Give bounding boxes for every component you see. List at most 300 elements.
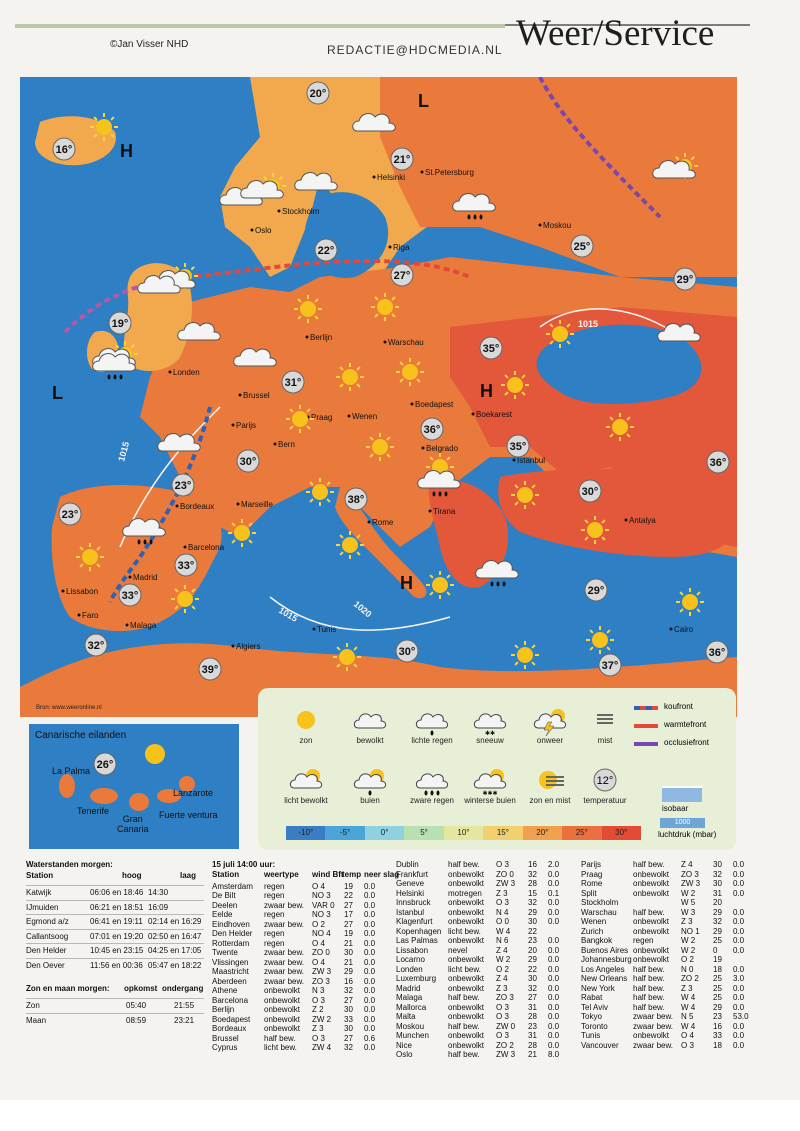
city-dot (62, 590, 65, 593)
table-cell: onbewolkt (448, 917, 485, 926)
city-label[interactable]: Bordeaux (180, 502, 215, 511)
table-row (212, 891, 387, 901)
table-cell: 0.0 (364, 1014, 376, 1024)
table-cell: IJmuiden (26, 902, 59, 912)
city-label[interactable]: Belgrado (426, 444, 459, 453)
table-cell: O 2 (496, 964, 509, 974)
map-legend (258, 688, 736, 850)
table-cell: Z 3 (681, 983, 693, 993)
temperature-value[interactable]: 30° (398, 646, 416, 658)
weather-table-2 (396, 860, 571, 1060)
table-row (581, 984, 756, 994)
table-cell: 0.0 (733, 983, 745, 993)
table-cell: 0.0 (548, 945, 560, 955)
table-cell: 30 (528, 917, 537, 926)
label-fuerteventura: Fuerte ventura (159, 810, 218, 820)
table-cell: Malta (396, 1012, 416, 1021)
weather-map-svg (20, 77, 737, 717)
tides-header (26, 871, 204, 885)
city-label[interactable]: Oslo (255, 226, 272, 235)
city-dot (184, 546, 187, 549)
table-cell: 8.0 (548, 1050, 560, 1059)
table-cell: 0.0 (364, 948, 376, 957)
table-cell: 25 (713, 936, 722, 945)
table-cell: 31 (528, 1031, 537, 1040)
weather-title (212, 860, 387, 870)
table-cell: 53.0 (733, 1012, 749, 1021)
table-cell: Twente (212, 948, 238, 957)
table-cell: 33 (344, 1014, 353, 1024)
table-cell: Bangkok (581, 936, 613, 945)
city-label[interactable]: Faro (82, 611, 99, 620)
table-cell: 25 (713, 974, 722, 983)
table-cell: 0.0 (548, 1031, 560, 1040)
heavyrain-icon (412, 764, 452, 796)
city-label[interactable]: Rome (372, 518, 394, 527)
table-row (396, 946, 571, 956)
temperature-value[interactable]: 35° (509, 441, 527, 453)
pressure-sample: 1000 (660, 818, 705, 828)
scale-step: 10° (444, 826, 483, 840)
legend-item (570, 704, 640, 745)
city-label[interactable]: Boekarest (476, 410, 513, 419)
table-cell: zwaar bew. (264, 919, 305, 929)
city-dot (513, 459, 516, 462)
table-cell: O 4 (681, 1031, 694, 1040)
table-cell: Eindhoven (212, 919, 250, 929)
table-cell: onbewolkt (633, 945, 670, 955)
table-cell: regen (264, 891, 285, 900)
city-label[interactable]: Istanbul (517, 456, 546, 465)
table-cell: 30 (713, 860, 722, 869)
table-cell: NO 4 (312, 929, 331, 938)
table-cell: 30 (344, 948, 353, 957)
table-row (212, 1015, 387, 1025)
table-cell: 0.0 (733, 869, 745, 879)
table-cell: Vancouver (581, 1040, 619, 1050)
header-hoog: hoog (122, 871, 142, 880)
table-row (581, 889, 756, 899)
header-weertype: weertype (264, 869, 299, 879)
table-cell: 0.0 (548, 936, 560, 945)
table-row (581, 908, 756, 918)
table-cell: 21:55 (174, 1001, 195, 1010)
table-cell: Brussel (212, 1033, 239, 1043)
legend-label: onweer (536, 736, 564, 745)
header-wind: wind Bft (312, 869, 344, 879)
table-row (396, 908, 571, 918)
city-label[interactable]: Brussel (243, 391, 270, 400)
table-cell: W 2 (681, 888, 696, 898)
table-cell: Wenen (581, 917, 607, 926)
table-cell: licht bew. (448, 964, 481, 974)
scale-step: 30° (602, 826, 641, 840)
temperature-value[interactable]: 29° (676, 274, 694, 286)
table-cell: 05:40 (126, 1001, 147, 1010)
table-cell: 0.0 (548, 1002, 560, 1012)
table-cell: 10:45 en 23:15 (90, 946, 144, 955)
table-row (396, 1031, 571, 1041)
city-label[interactable]: Stockholm (282, 207, 320, 216)
city-dot (274, 443, 277, 446)
table-cell: 29 (344, 967, 353, 976)
table-cell: 19 (713, 955, 722, 964)
table-cell: half bew. (448, 993, 480, 1002)
table-cell: 25 (713, 983, 722, 993)
city-dot (472, 413, 475, 416)
weather-map[interactable] (20, 77, 737, 717)
table-cell: Split (581, 888, 597, 898)
city-label[interactable]: Antalya (629, 516, 656, 525)
storm-icon (530, 704, 570, 736)
city-label[interactable]: Helsinki (377, 173, 406, 182)
temperature-value[interactable]: 20° (309, 88, 327, 100)
table-cell: De Bilt (212, 891, 236, 900)
table-cell: 20 (528, 945, 537, 955)
table-cell: ZW 3 (681, 879, 701, 888)
legend-label: lichte regen (411, 736, 453, 745)
city-label[interactable]: Malaga (130, 621, 157, 630)
table-row (396, 1050, 571, 1060)
city-label[interactable]: Tunis (317, 625, 337, 634)
table-cell: 0.0 (364, 1024, 376, 1033)
city-dot (670, 628, 673, 631)
temperature-value[interactable]: 16° (55, 144, 73, 156)
editor-email[interactable]: REDACTIE@HDCMEDIA.NL (327, 43, 503, 57)
legend-label: temperatuur (583, 796, 627, 805)
temperature-value[interactable]: 31° (284, 377, 302, 389)
table-cell: half bew. (633, 993, 665, 1002)
table-cell: N 5 (681, 1012, 694, 1021)
table-cell: 0.0 (548, 983, 560, 993)
city-label[interactable]: Parijs (236, 421, 257, 430)
table-cell: onbewolkt (633, 1031, 670, 1040)
table-cell: onbewolkt (448, 1002, 485, 1012)
header-ondergang: ondergang (162, 984, 204, 993)
table-cell: O 3 (496, 898, 509, 907)
table-cell: 21 (344, 957, 353, 967)
city-label[interactable]: Wenen (352, 412, 378, 421)
temperature-value[interactable]: 19° (111, 318, 129, 330)
table-row (396, 879, 571, 889)
header-neerslag: neer slag (364, 869, 400, 879)
table-cell: 0.0 (364, 891, 376, 900)
temperature-value[interactable]: 25° (573, 241, 591, 253)
table-row (26, 943, 204, 958)
table-cell: Madrid (396, 983, 421, 993)
table-cell: regen (264, 938, 285, 948)
legend-item (271, 764, 341, 805)
table-row (581, 860, 756, 870)
table-cell: 0.0 (733, 1040, 745, 1050)
temperature-value[interactable]: 23° (61, 509, 79, 521)
city-label[interactable]: Riga (393, 243, 410, 252)
city-dot (169, 371, 172, 374)
temperature-value[interactable]: 36° (708, 647, 726, 659)
island-la-palma (59, 774, 75, 798)
city-label[interactable]: Warschau (388, 338, 424, 347)
temperature-value[interactable]: 23° (174, 480, 192, 492)
table-row (212, 986, 387, 996)
table-cell: Z 3 (681, 917, 693, 926)
table-cell: onbewolkt (448, 879, 485, 888)
table-row (396, 965, 571, 975)
table-cell: ZO 3 (681, 869, 699, 879)
table-cell: 22 (344, 891, 353, 900)
table-cell: 05:47 en 18:22 (148, 960, 202, 970)
table-cell: 0.0 (364, 919, 376, 929)
table-cell: nevel (448, 945, 468, 955)
table-row (581, 1003, 756, 1013)
table-cell: 21 (344, 938, 353, 948)
temperature-value[interactable]: 29° (587, 585, 605, 597)
front-label: warmtefront (664, 720, 707, 729)
temperature-value[interactable]: 33° (177, 560, 195, 572)
temperature-value[interactable]: 22° (317, 245, 335, 257)
table-cell: 0.0 (733, 945, 745, 955)
table-cell: onbewolkt (448, 1040, 485, 1050)
table-cell: NO 1 (681, 926, 700, 936)
weather-header (212, 869, 400, 882)
scale-step: -10° (286, 826, 325, 840)
table-cell: 0.6 (364, 1033, 376, 1043)
table-cell: ZW 4 (312, 1043, 332, 1052)
table-row (212, 929, 387, 939)
city-label[interactable]: Cairo (674, 625, 694, 634)
table-row (26, 958, 204, 973)
table-cell: Den Helder (26, 946, 67, 955)
table-cell: 07:01 en 19:20 (90, 931, 144, 941)
legend-label: zware regen (409, 796, 455, 805)
city-dot (126, 624, 129, 627)
table-cell: 14:30 (148, 888, 169, 897)
table-cell: half bew. (633, 1002, 665, 1012)
table-cell: 16 (713, 1021, 722, 1031)
table-row (396, 1022, 571, 1032)
table-row (581, 955, 756, 965)
city-label[interactable]: Bern (278, 440, 295, 449)
city-label[interactable]: Lissabon (66, 587, 99, 596)
city-label[interactable]: Praag (311, 413, 333, 422)
table-cell: 0.0 (364, 900, 376, 910)
table-row (212, 939, 387, 949)
photo-credit: ©Jan Visser NHD (110, 39, 189, 50)
table-cell: onbewolkt (633, 888, 670, 898)
table-cell: N 0 (681, 964, 694, 974)
table-cell: Tunis (581, 1031, 601, 1040)
table-cell: onbewolkt (448, 869, 485, 879)
table-cell: 32 (344, 986, 353, 995)
temperature-value[interactable]: 30° (239, 456, 257, 468)
label-lanzarote: Lanzarote (173, 788, 214, 798)
city-dot (348, 415, 351, 418)
table-cell: 15 (528, 888, 537, 898)
front-swatch (634, 724, 658, 728)
table-row (581, 1041, 756, 1051)
table-cell: 0.0 (733, 1002, 745, 1012)
city-dot (422, 447, 425, 450)
table-cell: Egmond a/z (26, 917, 69, 926)
island-tenerife (90, 788, 118, 804)
table-cell: O 4 (312, 938, 325, 948)
table-cell: half bew. (633, 983, 665, 993)
city-label[interactable]: Algiers (236, 642, 261, 651)
table-cell: onbewolkt (448, 907, 485, 917)
table-cell: Johannesburg (581, 955, 632, 964)
table-cell: 0.0 (733, 964, 745, 974)
label-tenerife: Tenerife (77, 806, 110, 816)
table-cell: O 3 (681, 1040, 694, 1050)
low-pressure-label: L (52, 383, 63, 403)
city-label[interactable]: Berlijn (310, 333, 333, 342)
city-label[interactable]: Barcelona (188, 543, 225, 552)
table-row (396, 1003, 571, 1013)
table-cell: 0.0 (548, 964, 560, 974)
table-cell: 18 (713, 1040, 722, 1050)
temperature-value[interactable]: 32° (87, 640, 105, 652)
legend-label: bewolkt (356, 736, 384, 745)
table-cell: 06:21 en 18:51 (90, 902, 144, 912)
table-cell: 32 (344, 1043, 353, 1052)
temperature-value[interactable]: 30° (581, 486, 599, 498)
table-cell: 16 (528, 860, 537, 869)
table-cell: Cyprus (212, 1043, 238, 1052)
table-cell: 23:21 (174, 1015, 195, 1025)
city-label[interactable]: Boedapest (415, 400, 454, 409)
table-cell: W 2 (496, 955, 511, 964)
table-cell: 25 (713, 993, 722, 1002)
city-dot (384, 341, 387, 344)
table-cell: 0.0 (548, 917, 560, 926)
temperature-value[interactable]: 37° (601, 660, 619, 672)
city-label[interactable]: Madrid (133, 573, 158, 582)
table-row (396, 955, 571, 965)
city-dot (389, 246, 392, 249)
table-row (581, 946, 756, 956)
legend-label: mist (597, 736, 613, 745)
table-cell: O 4 (312, 881, 325, 891)
table-cell: 0.0 (364, 995, 376, 1005)
table-cell: Z 4 (681, 860, 693, 869)
table-row (396, 1041, 571, 1051)
table-cell: 17 (344, 910, 353, 919)
city-dot (239, 394, 242, 397)
wintershowers-icon (470, 764, 510, 796)
table-cell: Barcelona (212, 995, 249, 1005)
map-source[interactable]: Bron: www.weeronline.nl (36, 705, 102, 711)
table-cell: regen (264, 881, 285, 891)
legend-item (335, 764, 405, 805)
table-row (396, 936, 571, 946)
table-cell: Deelen (212, 900, 238, 910)
temperature-value[interactable]: 33° (121, 590, 139, 602)
page-bottom-edge (0, 1100, 800, 1131)
table-row (581, 1022, 756, 1032)
table-cell: O 2 (312, 919, 325, 929)
legend-label: zon (299, 736, 313, 745)
table-cell: motregen (448, 888, 482, 898)
table-row (396, 889, 571, 899)
temperature-value[interactable]: 27° (393, 270, 411, 282)
temperature-value[interactable]: 35° (482, 343, 500, 355)
table-cell: Frankfurt (396, 869, 429, 879)
city-label[interactable]: Marseille (241, 500, 274, 509)
table-cell: half bew. (448, 1050, 480, 1059)
table-cell: NO 3 (312, 891, 331, 900)
table-cell: 32 (528, 983, 537, 993)
table-cell: ZO 3 (496, 993, 514, 1002)
table-cell: Buenos Aires (581, 945, 629, 955)
label-gran-canaria: Gran Canaria (117, 814, 149, 834)
table-cell: onbewolkt (448, 974, 485, 983)
table-cell: Berlijn (212, 1005, 235, 1014)
table-row (396, 927, 571, 937)
temperature-scale (286, 826, 641, 840)
table-cell: onbewolkt (448, 898, 485, 907)
scale-step: 5° (404, 826, 443, 840)
table-cell: 06:06 en 18:46 (90, 888, 144, 897)
table-cell: O 3 (496, 860, 509, 869)
showers-icon (350, 764, 390, 796)
table-cell: 16:09 (148, 902, 169, 912)
sunmoon-title: Zon en maan morgen: (26, 984, 110, 993)
city-dot (539, 224, 542, 227)
temperature-value[interactable]: 36° (709, 457, 727, 469)
table-cell: Vlissingen (212, 957, 249, 967)
city-label[interactable]: St.Petersburg (425, 168, 474, 177)
city-dot (421, 171, 424, 174)
table-cell: 21 (528, 1050, 537, 1059)
table-cell: 31 (713, 888, 722, 898)
table-cell: Z 3 (496, 888, 508, 898)
table-row (26, 929, 204, 944)
table-cell: 0.0 (364, 986, 376, 995)
table-cell: Den Helder (212, 929, 253, 938)
table-cell: 04:25 en 17:05 (148, 946, 202, 955)
table-cell: Las Palmas (396, 936, 438, 945)
table-cell: 0.0 (364, 881, 376, 891)
table-cell: Lissabon (396, 945, 429, 955)
table-cell: 2.0 (548, 860, 560, 869)
table-row (212, 1034, 387, 1044)
table-cell: 30 (713, 879, 722, 888)
svg-text:✱✱: ✱✱ (484, 731, 496, 736)
city-dot (373, 176, 376, 179)
city-dot (251, 229, 254, 232)
table-cell: Munchen (396, 1031, 429, 1040)
temperature-value[interactable]: 21° (393, 154, 411, 166)
table-cell: Katwijk (26, 888, 52, 897)
table-cell: N 4 (496, 907, 509, 917)
table-cell: Tokyo (581, 1012, 602, 1021)
city-dot (237, 503, 240, 506)
city-dot (129, 576, 132, 579)
front-label: koufront (664, 702, 693, 711)
temperature-value[interactable]: 36° (423, 424, 441, 436)
city-label[interactable]: Moskou (543, 221, 572, 230)
temperature-value[interactable]: 39° (201, 664, 219, 676)
table-cell: zwaar bew. (264, 957, 305, 967)
table-cell: ZO 2 (496, 1040, 514, 1050)
city-dot (306, 336, 309, 339)
city-label[interactable]: Tirana (433, 507, 456, 516)
table-cell: 33 (713, 1031, 722, 1040)
city-dot (78, 614, 81, 617)
table-cell: 28 (528, 1012, 537, 1021)
city-label[interactable]: Londen (173, 368, 200, 377)
temperature-value[interactable]: 38° (347, 494, 365, 506)
scale-step: 15° (483, 826, 522, 840)
